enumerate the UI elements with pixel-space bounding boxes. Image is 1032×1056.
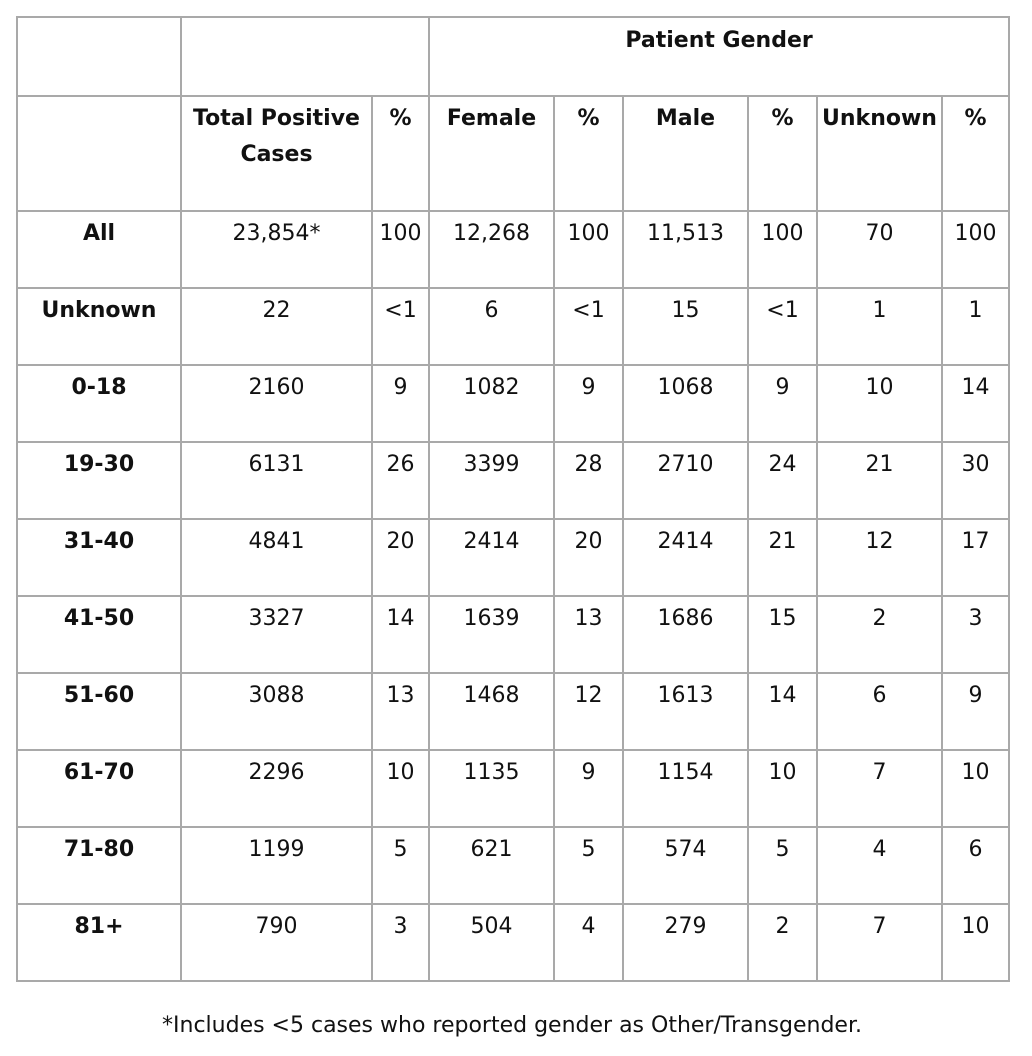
age-group-cell-text: All <box>82 221 116 246</box>
male-percent-cell-text: 21 <box>768 529 797 554</box>
table-row <box>17 442 1009 519</box>
table-row <box>17 365 1009 442</box>
total-percent-cell <box>372 519 429 596</box>
table-column-header-row <box>17 96 1009 211</box>
total-cases-cell-text: 1199 <box>248 837 305 862</box>
age-group-cell <box>17 904 181 981</box>
total-percent-cell <box>372 365 429 442</box>
total-cases-cell-text: 23,854* <box>232 221 321 246</box>
age-group-cell-text: 61-70 <box>63 760 135 785</box>
column-header-unknown: Unknown <box>817 96 942 211</box>
female-cases-cell <box>429 827 554 904</box>
unknown-percent-cell-text: 9 <box>968 683 983 708</box>
male-percent-cell-text: 24 <box>768 452 797 477</box>
unknown-cases-cell-text: 10 <box>865 375 894 400</box>
unknown-cases-cell-text: 6 <box>872 683 887 708</box>
table-footnote: *Includes <5 cases who reported gender as Other/Transgender. <box>162 1013 862 1038</box>
male-cases-cell-text: 2710 <box>657 452 714 477</box>
female-cases-cell-text: 2414 <box>463 529 520 554</box>
total-percent-cell-text: 10 <box>386 760 415 785</box>
age-group-cell-text: 0-18 <box>71 375 127 400</box>
unknown-percent-cell-text: 3 <box>968 606 983 631</box>
male-percent-cell-text: 10 <box>768 760 797 785</box>
male-percent-cell <box>748 288 817 365</box>
male-cases-cell <box>623 288 748 365</box>
total-cases-cell <box>181 827 372 904</box>
total-percent-cell-text: 14 <box>386 606 415 631</box>
total-percent-cell-text: 26 <box>386 452 415 477</box>
unknown-percent-cell <box>942 519 1009 596</box>
unknown-cases-cell-text: 1 <box>872 298 887 323</box>
table-row <box>17 596 1009 673</box>
total-cases-cell-text: 2296 <box>248 760 305 785</box>
cases-by-age-gender-table <box>16 16 1010 982</box>
female-cases-cell-text: 1468 <box>463 683 520 708</box>
column-header-male: Male <box>623 96 748 211</box>
male-percent-cell-text: 2 <box>775 914 790 939</box>
female-cases-cell-text: 1135 <box>463 760 520 785</box>
age-group-cell-text: 31-40 <box>63 529 135 554</box>
table-row <box>17 673 1009 750</box>
unknown-percent-cell <box>942 904 1009 981</box>
unknown-cases-cell <box>817 365 942 442</box>
male-percent-cell-text: 14 <box>768 683 797 708</box>
unknown-percent-cell-text: 14 <box>961 375 990 400</box>
total-cases-cell-text: 3327 <box>248 606 305 631</box>
age-group-cell <box>17 519 181 596</box>
unknown-percent-cell-text: 10 <box>961 914 990 939</box>
age-group-cell-text: 81+ <box>74 914 124 939</box>
total-cases-cell <box>181 904 372 981</box>
unknown-cases-cell <box>817 673 942 750</box>
female-percent-cell <box>554 288 623 365</box>
age-group-cell-text: 41-50 <box>63 606 135 631</box>
female-percent-cell <box>554 365 623 442</box>
column-header-age <box>17 96 181 211</box>
unknown-cases-cell <box>817 596 942 673</box>
total-percent-cell-text: 3 <box>393 914 408 939</box>
male-percent-cell-text: 5 <box>775 837 790 862</box>
male-cases-cell <box>623 519 748 596</box>
female-cases-cell-text: 3399 <box>463 452 520 477</box>
female-percent-cell-text: 28 <box>574 452 603 477</box>
unknown-percent-cell <box>942 365 1009 442</box>
female-percent-cell-text: 9 <box>581 375 596 400</box>
female-percent-cell-text: <1 <box>572 298 605 323</box>
female-cases-cell <box>429 904 554 981</box>
age-group-cell-text: 19-30 <box>63 452 135 477</box>
female-percent-cell-text: 12 <box>574 683 603 708</box>
female-percent-cell <box>554 750 623 827</box>
unknown-percent-cell-text: 10 <box>961 760 990 785</box>
age-group-cell <box>17 827 181 904</box>
female-cases-cell <box>429 288 554 365</box>
total-percent-cell-text: <1 <box>384 298 417 323</box>
total-cases-cell-text: 3088 <box>248 683 305 708</box>
unknown-cases-cell-text: 2 <box>872 606 887 631</box>
total-percent-cell <box>372 288 429 365</box>
female-percent-cell <box>554 442 623 519</box>
male-cases-cell <box>623 750 748 827</box>
male-percent-cell <box>748 596 817 673</box>
unknown-percent-cell-text: 30 <box>961 452 990 477</box>
total-percent-cell-text: 100 <box>379 221 422 246</box>
male-cases-cell <box>623 365 748 442</box>
total-percent-cell <box>372 827 429 904</box>
female-percent-cell-text: 20 <box>574 529 603 554</box>
cases-table-container <box>16 16 1010 982</box>
column-header-male-percent: % <box>748 96 817 211</box>
table-row <box>17 211 1009 288</box>
total-percent-cell-text: 9 <box>393 375 408 400</box>
patient-gender-header: Patient Gender <box>429 17 1009 96</box>
total-cases-cell-text: 6131 <box>248 452 305 477</box>
total-percent-cell <box>372 904 429 981</box>
female-percent-cell-text: 4 <box>581 914 596 939</box>
male-percent-cell <box>748 211 817 288</box>
male-cases-cell-text: 1686 <box>657 606 714 631</box>
age-group-cell <box>17 288 181 365</box>
female-cases-cell <box>429 596 554 673</box>
total-cases-cell <box>181 673 372 750</box>
total-percent-cell-text: 13 <box>386 683 415 708</box>
total-percent-cell <box>372 442 429 519</box>
female-cases-cell-text: 504 <box>470 914 513 939</box>
male-cases-cell <box>623 827 748 904</box>
unknown-cases-cell <box>817 827 942 904</box>
age-group-cell <box>17 442 181 519</box>
unknown-cases-cell <box>817 442 942 519</box>
unknown-percent-cell <box>942 442 1009 519</box>
total-percent-cell <box>372 596 429 673</box>
column-header-unknown-percent: % <box>942 96 1009 211</box>
female-percent-cell-text: 5 <box>581 837 596 862</box>
column-header-female: Female <box>429 96 554 211</box>
female-cases-cell <box>429 519 554 596</box>
female-cases-cell-text: 6 <box>484 298 499 323</box>
table-row <box>17 750 1009 827</box>
age-group-cell <box>17 596 181 673</box>
age-group-cell <box>17 211 181 288</box>
male-cases-cell <box>623 211 748 288</box>
male-percent-cell <box>748 827 817 904</box>
age-group-cell <box>17 365 181 442</box>
total-cases-cell-text: 4841 <box>248 529 305 554</box>
male-percent-cell-text: 9 <box>775 375 790 400</box>
total-cases-cell <box>181 211 372 288</box>
unknown-percent-cell <box>942 827 1009 904</box>
male-cases-cell-text: 15 <box>671 298 700 323</box>
male-cases-cell-text: 1613 <box>657 683 714 708</box>
empty-corner-cell <box>17 17 181 96</box>
male-percent-cell-text: 15 <box>768 606 797 631</box>
age-group-cell-text: Unknown <box>41 298 157 323</box>
male-percent-cell <box>748 904 817 981</box>
table-row <box>17 519 1009 596</box>
column-header-total-positive-cases: Total Positive Cases <box>181 96 372 211</box>
age-group-cell-text: 51-60 <box>63 683 135 708</box>
age-group-cell <box>17 673 181 750</box>
female-percent-cell <box>554 211 623 288</box>
male-cases-cell <box>623 442 748 519</box>
female-percent-cell <box>554 904 623 981</box>
male-cases-cell-text: 279 <box>664 914 707 939</box>
unknown-cases-cell-text: 7 <box>872 760 887 785</box>
unknown-percent-cell <box>942 288 1009 365</box>
unknown-percent-cell <box>942 673 1009 750</box>
male-cases-cell-text: 1068 <box>657 375 714 400</box>
unknown-percent-cell <box>942 211 1009 288</box>
total-percent-cell-text: 20 <box>386 529 415 554</box>
total-cases-cell-text: 22 <box>262 298 291 323</box>
female-percent-cell <box>554 673 623 750</box>
female-percent-cell <box>554 596 623 673</box>
female-cases-cell <box>429 750 554 827</box>
table-row <box>17 288 1009 365</box>
total-percent-cell <box>372 750 429 827</box>
unknown-cases-cell <box>817 211 942 288</box>
unknown-cases-cell-text: 12 <box>865 529 894 554</box>
unknown-percent-cell-text: 17 <box>961 529 990 554</box>
unknown-cases-cell <box>817 904 942 981</box>
male-cases-cell-text: 1154 <box>657 760 714 785</box>
empty-header-cell <box>181 17 429 96</box>
male-cases-cell <box>623 596 748 673</box>
unknown-cases-cell <box>817 519 942 596</box>
female-cases-cell-text: 12,268 <box>453 221 530 246</box>
male-cases-cell-text: 574 <box>664 837 707 862</box>
age-group-cell <box>17 750 181 827</box>
female-cases-cell-text: 621 <box>470 837 513 862</box>
total-cases-cell <box>181 750 372 827</box>
column-header-female-percent: % <box>554 96 623 211</box>
female-percent-cell-text: 100 <box>567 221 610 246</box>
total-cases-cell-text: 790 <box>255 914 298 939</box>
male-cases-cell-text: 2414 <box>657 529 714 554</box>
male-cases-cell-text: 11,513 <box>647 221 724 246</box>
total-cases-cell <box>181 365 372 442</box>
female-cases-cell <box>429 673 554 750</box>
male-cases-cell <box>623 673 748 750</box>
male-percent-cell <box>748 519 817 596</box>
table-row <box>17 827 1009 904</box>
male-percent-cell <box>748 750 817 827</box>
female-percent-cell <box>554 827 623 904</box>
unknown-percent-cell-text: 6 <box>968 837 983 862</box>
total-cases-cell <box>181 288 372 365</box>
total-percent-cell <box>372 211 429 288</box>
total-cases-cell <box>181 596 372 673</box>
male-percent-cell <box>748 442 817 519</box>
female-cases-cell-text: 1639 <box>463 606 520 631</box>
unknown-cases-cell <box>817 288 942 365</box>
unknown-cases-cell <box>817 750 942 827</box>
total-cases-cell-text: 2160 <box>248 375 305 400</box>
female-cases-cell-text: 1082 <box>463 375 520 400</box>
female-percent-cell-text: 13 <box>574 606 603 631</box>
total-percent-cell <box>372 673 429 750</box>
total-cases-cell <box>181 519 372 596</box>
female-percent-cell <box>554 519 623 596</box>
female-cases-cell <box>429 211 554 288</box>
female-cases-cell <box>429 442 554 519</box>
unknown-cases-cell-text: 7 <box>872 914 887 939</box>
male-percent-cell-text: 100 <box>761 221 804 246</box>
male-cases-cell <box>623 904 748 981</box>
unknown-cases-cell-text: 21 <box>865 452 894 477</box>
unknown-cases-cell-text: 4 <box>872 837 887 862</box>
female-percent-cell-text: 9 <box>581 760 596 785</box>
unknown-percent-cell <box>942 750 1009 827</box>
table-group-header-row <box>17 17 1009 96</box>
age-group-cell-text: 71-80 <box>63 837 135 862</box>
male-percent-cell-text: <1 <box>766 298 799 323</box>
total-percent-cell-text: 5 <box>393 837 408 862</box>
table-row <box>17 904 1009 981</box>
unknown-cases-cell-text: 70 <box>865 221 894 246</box>
column-header-total-percent: % <box>372 96 429 211</box>
unknown-percent-cell-text: 1 <box>968 298 983 323</box>
unknown-percent-cell <box>942 596 1009 673</box>
male-percent-cell <box>748 673 817 750</box>
unknown-percent-cell-text: 100 <box>954 221 997 246</box>
male-percent-cell <box>748 365 817 442</box>
female-cases-cell <box>429 365 554 442</box>
total-cases-cell <box>181 442 372 519</box>
